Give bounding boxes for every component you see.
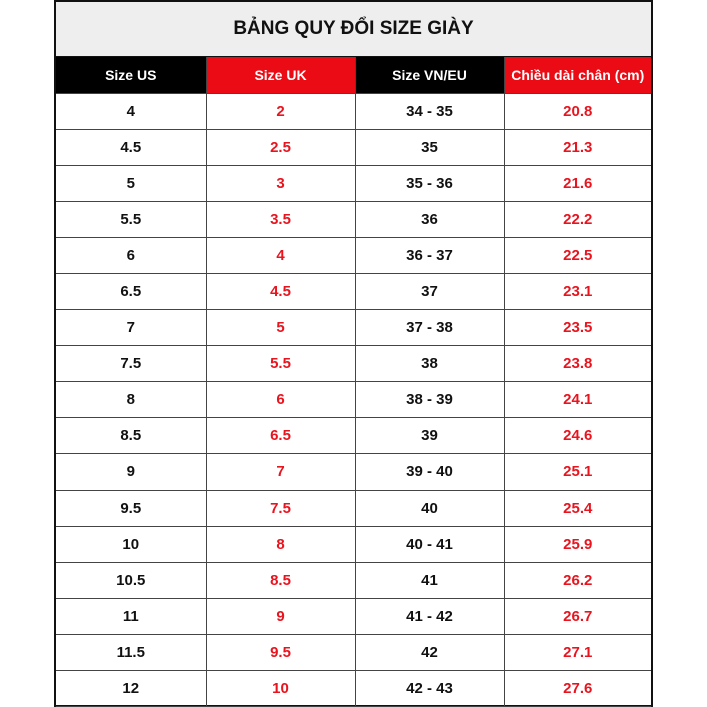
table-row (56, 490, 651, 526)
cell-size-vn-eu: 36 (355, 201, 504, 237)
cell-size-vn-eu: 38 (355, 346, 504, 382)
cell-size-uk: 5 (206, 310, 355, 346)
table-row (56, 382, 651, 418)
cell-size-vn-eu: 42 (355, 634, 504, 670)
header-size-uk: Size UK (206, 57, 355, 93)
cell-size-vn-eu: 41 - 42 (355, 598, 504, 634)
cell-size-vn-eu: 34 - 35 (355, 93, 504, 129)
table-row (56, 346, 651, 382)
cell-foot-length: 26.2 (504, 562, 651, 598)
cell-size-us: 5.5 (56, 201, 206, 237)
cell-size-us: 8 (56, 382, 206, 418)
table-row (56, 93, 651, 129)
table-row (56, 237, 651, 273)
header-foot-length: Chiều dài chân (cm) (504, 57, 651, 93)
cell-foot-length: 25.4 (504, 490, 651, 526)
table-row (56, 418, 651, 454)
cell-foot-length: 23.8 (504, 346, 651, 382)
cell-size-us: 6.5 (56, 273, 206, 309)
cell-size-uk: 8 (206, 526, 355, 562)
cell-size-uk: 6.5 (206, 418, 355, 454)
cell-size-us: 12 (56, 671, 206, 707)
table-body (56, 93, 651, 707)
header-row (56, 57, 651, 93)
cell-size-us: 11 (56, 598, 206, 634)
table-row (56, 671, 651, 707)
cell-size-uk: 2.5 (206, 129, 355, 165)
cell-size-uk: 9 (206, 598, 355, 634)
table-row (56, 165, 651, 201)
table-row (56, 454, 651, 490)
cell-size-uk: 6 (206, 382, 355, 418)
cell-size-uk: 4 (206, 237, 355, 273)
cell-size-us: 7.5 (56, 346, 206, 382)
cell-size-uk: 10 (206, 671, 355, 707)
cell-size-vn-eu: 38 - 39 (355, 382, 504, 418)
cell-size-uk: 3.5 (206, 201, 355, 237)
cell-foot-length: 27.1 (504, 634, 651, 670)
table-row (56, 562, 651, 598)
cell-foot-length: 26.7 (504, 598, 651, 634)
cell-size-uk: 2 (206, 93, 355, 129)
cell-size-vn-eu: 37 - 38 (355, 310, 504, 346)
cell-size-uk: 4.5 (206, 273, 355, 309)
cell-size-vn-eu: 42 - 43 (355, 671, 504, 707)
cell-size-uk: 8.5 (206, 562, 355, 598)
cell-foot-length: 22.5 (504, 237, 651, 273)
cell-size-uk: 7 (206, 454, 355, 490)
cell-size-us: 4 (56, 93, 206, 129)
cell-size-vn-eu: 37 (355, 273, 504, 309)
table-row (56, 634, 651, 670)
chart-title: BẢNG QUY ĐỔI SIZE GIÀY (56, 2, 651, 57)
table-row (56, 201, 651, 237)
header-size-vn-eu: Size VN/EU (355, 57, 504, 93)
cell-foot-length: 21.3 (504, 129, 651, 165)
cell-foot-length: 25.1 (504, 454, 651, 490)
table-row (56, 526, 651, 562)
cell-size-vn-eu: 35 - 36 (355, 165, 504, 201)
cell-size-us: 8.5 (56, 418, 206, 454)
cell-size-us: 11.5 (56, 634, 206, 670)
cell-size-uk: 9.5 (206, 634, 355, 670)
cell-size-us: 10 (56, 526, 206, 562)
cell-size-us: 4.5 (56, 129, 206, 165)
cell-size-uk: 7.5 (206, 490, 355, 526)
cell-size-vn-eu: 39 - 40 (355, 454, 504, 490)
table-row (56, 598, 651, 634)
header-size-us: Size US (56, 57, 206, 93)
cell-size-vn-eu: 40 - 41 (355, 526, 504, 562)
table-row (56, 310, 651, 346)
cell-foot-length: 22.2 (504, 201, 651, 237)
cell-foot-length: 24.6 (504, 418, 651, 454)
cell-size-vn-eu: 39 (355, 418, 504, 454)
cell-foot-length: 25.9 (504, 526, 651, 562)
cell-size-us: 10.5 (56, 562, 206, 598)
cell-foot-length: 24.1 (504, 382, 651, 418)
cell-foot-length: 23.1 (504, 273, 651, 309)
cell-size-us: 5 (56, 165, 206, 201)
cell-foot-length: 27.6 (504, 671, 651, 707)
cell-size-uk: 5.5 (206, 346, 355, 382)
cell-size-uk: 3 (206, 165, 355, 201)
table-row (56, 129, 651, 165)
cell-foot-length: 23.5 (504, 310, 651, 346)
cell-size-vn-eu: 41 (355, 562, 504, 598)
cell-foot-length: 20.8 (504, 93, 651, 129)
cell-size-vn-eu: 40 (355, 490, 504, 526)
size-chart (54, 0, 653, 707)
cell-foot-length: 21.6 (504, 165, 651, 201)
table-row (56, 273, 651, 309)
cell-size-us: 6 (56, 237, 206, 273)
size-table (56, 57, 651, 707)
cell-size-us: 9 (56, 454, 206, 490)
cell-size-vn-eu: 36 - 37 (355, 237, 504, 273)
cell-size-vn-eu: 35 (355, 129, 504, 165)
cell-size-us: 7 (56, 310, 206, 346)
cell-size-us: 9.5 (56, 490, 206, 526)
